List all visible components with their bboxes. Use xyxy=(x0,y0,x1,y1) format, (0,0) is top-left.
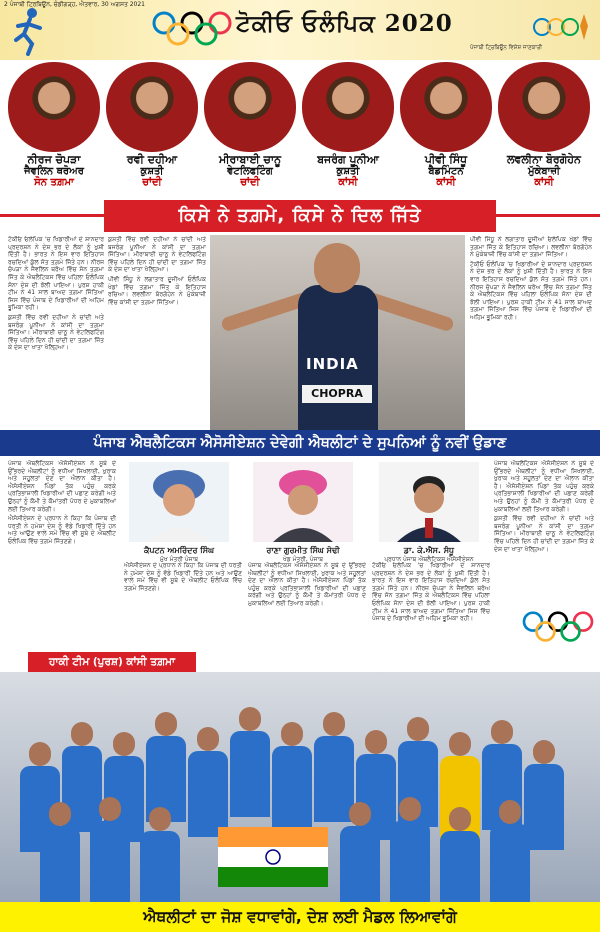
official-name: ਕੈਪਟਨ ਅਮਰਿੰਦਰ ਸਿੰਘ xyxy=(143,546,215,555)
medalist-name: ਰਵੀ ਦਹੀਆ xyxy=(126,153,178,166)
jersey-text: INDIA xyxy=(306,355,359,373)
article-column: ਪੰਜਾਬ ਐਥਲੈਟਿਕਸ ਐਸੋਸੀਏਸ਼ਨ ਨੇ ਸੂਬੇ ਦੇ ਉੱਭਰਦੇ ਐਥਲੀਟਾਂ ਨੂੰ ਵਧੀਆ ਸਿਖਲਾਈ, ਖੁਰਾਕ ਅਤੇ ਸਹੂਲਤਾਂ ਦੇਣ ਦਾ ਐਲਾਨ ਕੀਤਾ ਹੈ। ਐਸੋਸੀਏਸ਼ਨ ਪਿੰਡਾਂ ਤੱਕ ਪਹੁੰਚ ਕਰਕੇ ਪ੍ਰਤਿਭਾਸ਼ਾਲੀ ਖਿਡਾਰੀਆਂ ਦੀ ਪਛਾਣ ਕਰੇਗੀ ਅਤੇ ਉਨ੍ਹਾਂ ਨੂੰ ਕੌਮੀ ਤੇ ਕੌਮਾਂਤਰੀ ਪੱਧਰ ਦੇ ਮੁਕਾਬਲਿਆਂ ਲਈ ਤਿਆਰ ਕਰੇਗੀ। xyxy=(248,562,366,607)
article-column: ਕੁਸ਼ਤੀ ਵਿੱਚ ਰਵੀ ਦਹੀਆ ਨੇ ਚਾਂਦੀ ਅਤੇ ਬਜਰੰਗ ਪੂਨੀਆ ਨੇ ਕਾਂਸੀ ਦਾ ਤਗ਼ਮਾ ਜਿੱਤਿਆ। ਮੀਰਾਬਾਈ ਚਾਨੂ ਨੇ ਵੇਟਲਿਫਟਿੰਗ ਵਿੱਚ ਪਹਿਲੇ ਦਿਨ ਹੀ ਚਾਂਦੀ ਦਾ ਤਗ਼ਮਾ ਜਿੱਤ ਕੇ ਦੇਸ਼ ਦਾ ਖਾਤਾ ਖੋਲ੍ਹਿਆ। ਪੀਵੀ ਸਿੰਧੂ ਨੇ ਲਗਾਤਾਰ ਦੂਜੀਆਂ ਓਲੰਪਿਕ ਖੇਡਾਂ ਵਿੱਚ ਤਗ਼ਮਾ ਜਿੱਤ ਕੇ ਇਤਿਹਾਸ ਰਚਿਆ। ਲਵਲੀਨਾ ਬੋਰਗੋਹੇਨ ਨੇ ਮੁੱਕੇਬਾਜ਼ੀ ਵਿੱਚ ਕਾਂਸੀ ਦਾ ਤਗ਼ਮਾ ਜਿੱਤਿਆ। xyxy=(108,236,206,306)
medalist-event: ਬੈਡਮਿੰਟਨ xyxy=(428,166,464,177)
medalist-card xyxy=(8,62,100,188)
olympic-rings-icon xyxy=(520,610,596,644)
medalist-event: ਮੁੱਕੇਬਾਜ਼ੀ xyxy=(527,166,561,177)
medalist-medal: ਕਾਂਸੀ xyxy=(338,177,358,188)
medalist-card xyxy=(498,62,590,188)
article-column: ਐਸੋਸੀਏਸ਼ਨ ਦੇ ਪ੍ਰਧਾਨ ਨੇ ਕਿਹਾ ਕਿ ਪੰਜਾਬ ਦੀ ਧਰਤੀ ਨੇ ਹਮੇਸ਼ਾ ਦੇਸ਼ ਨੂੰ ਵੱਡੇ ਖਿਡਾਰੀ ਦਿੱਤੇ ਹਨ ਅਤੇ ਆਉਣ ਵਾਲੇ ਸਮੇਂ ਵਿੱਚ ਵੀ ਸੂਬੇ ਦੇ ਐਥਲੀਟ ਓਲੰਪਿਕ ਵਿੱਚ ਤਗ਼ਮੇ ਜਿੱਤਣਗੇ। xyxy=(124,562,242,592)
medalist-medal: ਚਾਂਦੀ xyxy=(240,177,260,188)
article-column: ਪੰਜਾਬ ਐਥਲੈਟਿਕਸ ਐਸੋਸੀਏਸ਼ਨ ਨੇ ਸੂਬੇ ਦੇ ਉੱਭਰਦੇ ਐਥਲੀਟਾਂ ਨੂੰ ਵਧੀਆ ਸਿਖਲਾਈ, ਖੁਰਾਕ ਅਤੇ ਸਹੂਲਤਾਂ ਦੇਣ ਦਾ ਐਲਾਨ ਕੀਤਾ ਹੈ। ਐਸੋਸੀਏਸ਼ਨ ਪਿੰਡਾਂ ਤੱਕ ਪਹੁੰਚ ਕਰਕੇ ਪ੍ਰਤਿਭਾਸ਼ਾਲੀ ਖਿਡਾਰੀਆਂ ਦੀ ਪਛਾਣ ਕਰੇਗੀ ਅਤੇ ਉਨ੍ਹਾਂ ਨੂੰ ਕੌਮੀ ਤੇ ਕੌਮਾਂਤਰੀ ਪੱਧਰ ਦੇ ਮੁਕਾਬਲਿਆਂ ਲਈ ਤਿਆਰ ਕਰੇਗੀ। ਐਸੋਸੀਏਸ਼ਨ ਦੇ ਪ੍ਰਧਾਨ ਨੇ ਕਿਹਾ ਕਿ ਪੰਜਾਬ ਦੀ ਧਰਤੀ ਨੇ ਹਮੇਸ਼ਾ ਦੇਸ਼ ਨੂੰ ਵੱਡੇ ਖਿਡਾਰੀ ਦਿੱਤੇ ਹਨ ਅਤੇ ਆਉਣ ਵਾਲੇ ਸਮੇਂ ਵਿੱਚ ਵੀ ਸੂਬੇ ਦੇ ਐਥਲੀਟ ਓਲੰਪਿਕ ਵਿੱਚ ਤਗ਼ਮੇ ਜਿੱਤਣਗੇ। xyxy=(8,460,116,545)
official-role: ਪ੍ਰਧਾਨ ਪੰਜਾਬ ਐਥਲੈਟਿਕਸ ਐਸੋਸੀਏਸ਼ਨ xyxy=(384,556,474,563)
india-flag-icon xyxy=(218,827,328,887)
torch-logo-icon xyxy=(532,10,594,44)
page-title: ਟੋਕੀਓ ਓਲੰਪਿਕ 2020 xyxy=(236,10,453,37)
medalist-event: ਜੈਵਲਿਨ ਥਰੋਅਰ xyxy=(24,166,84,177)
medalist-medal: ਕਾਂਸੀ xyxy=(534,177,554,188)
official-portrait xyxy=(129,462,229,542)
article-column: ਪੀਵੀ ਸਿੰਧੂ ਨੇ ਲਗਾਤਾਰ ਦੂਜੀਆਂ ਓਲੰਪਿਕ ਖੇਡਾਂ ਵਿੱਚ ਤਗ਼ਮਾ ਜਿੱਤ ਕੇ ਇਤਿਹਾਸ ਰਚਿਆ। ਲਵਲੀਨਾ ਬੋਰਗੋਹੇਨ ਨੇ ਮੁੱਕੇਬਾਜ਼ੀ ਵਿੱਚ ਕਾਂਸੀ ਦਾ ਤਗ਼ਮਾ ਜਿੱਤਿਆ। ਟੋਕੀਓ ਓਲੰਪਿਕ 'ਚ ਖਿਡਾਰੀਆਂ ਦੇ ਸ਼ਾਨਦਾਰ ਪ੍ਰਦਰਸ਼ਨ ਨੇ ਦੇਸ਼ ਭਰ ਦੇ ਲੋਕਾਂ ਨੂੰ ਖੁਸ਼ੀ ਦਿੱਤੀ ਹੈ। ਭਾਰਤ ਨੇ ਇਸ ਵਾਰ ਇਤਿਹਾਸ ਰਚਦਿਆਂ ਕੁੱਲ ਸੱਤ ਤਗ਼ਮੇ ਜਿੱਤੇ ਹਨ। ਨੀਰਜ ਚੋਪੜਾ ਨੇ ਜੈਵਲਿਨ ਥਰੋਅ ਵਿੱਚ ਸੋਨ ਤਗ਼ਮਾ ਜਿੱਤ ਕੇ ਐਥਲੈਟਿਕਸ ਵਿੱਚ ਪਹਿਲਾ ਓਲੰਪਿਕ ਸੋਨਾ ਦੇਸ਼ ਦੀ ਝੋਲੀ ਪਾਇਆ। ਪੁਰਸ਼ ਹਾਕੀ ਟੀਮ ਨੇ 41 ਸਾਲ ਬਾਅਦ ਤਗ਼ਮਾ ਜਿੱਤਿਆ ਜਿਸ ਵਿੱਚ ਪੰਜਾਬ ਦੇ ਖਿਡਾਰੀਆਂ ਦੀ ਅਹਿਮ ਭੂਮਿਕਾ ਰਹੀ। xyxy=(470,236,592,321)
official-card xyxy=(248,462,358,564)
medalist-name: ਪੀਵੀ ਸਿੰਧੂ xyxy=(424,153,468,166)
header-tagline: ਪੰਜਾਬੀ ਟ੍ਰਿਬਿਊਨ ਵਿਸ਼ੇਸ਼ ਜਾਣਕਾਰੀ xyxy=(470,45,543,51)
official-role: ਮੁੱਖ ਮੰਤਰੀ ਪੰਜਾਬ xyxy=(159,556,199,563)
medalist-medal: ਸੋਨ ਤਗ਼ਮਾ xyxy=(34,177,74,188)
medalist-photo xyxy=(400,62,492,152)
olympic-rings-icon xyxy=(150,10,234,48)
official-name: ਡਾ. ਕੇ.ਐਸ. ਸੰਧੂ xyxy=(403,546,455,555)
official-card xyxy=(370,462,488,564)
article-column: ਟੋਕੀਓ ਓਲੰਪਿਕ 'ਚ ਖਿਡਾਰੀਆਂ ਦੇ ਸ਼ਾਨਦਾਰ ਪ੍ਰਦਰਸ਼ਨ ਨੇ ਦੇਸ਼ ਭਰ ਦੇ ਲੋਕਾਂ ਨੂੰ ਖੁਸ਼ੀ ਦਿੱਤੀ ਹੈ। ਭਾਰਤ ਨੇ ਇਸ ਵਾਰ ਇਤਿਹਾਸ ਰਚਦਿਆਂ ਕੁੱਲ ਸੱਤ ਤਗ਼ਮੇ ਜਿੱਤੇ ਹਨ। ਨੀਰਜ ਚੋਪੜਾ ਨੇ ਜੈਵਲਿਨ ਥਰੋਅ ਵਿੱਚ ਸੋਨ ਤਗ਼ਮਾ ਜਿੱਤ ਕੇ ਐਥਲੈਟਿਕਸ ਵਿੱਚ ਪਹਿਲਾ ਓਲੰਪਿਕ ਸੋਨਾ ਦੇਸ਼ ਦੀ ਝੋਲੀ ਪਾਇਆ। ਪੁਰਸ਼ ਹਾਕੀ ਟੀਮ ਨੇ 41 ਸਾਲ ਬਾਅਦ ਤਗ਼ਮਾ ਜਿੱਤਿਆ ਜਿਸ ਵਿੱਚ ਪੰਜਾਬ ਦੇ ਖਿਡਾਰੀਆਂ ਦੀ ਅਹਿਮ ਭੂਮਿਕਾ ਰਹੀ। xyxy=(372,562,490,623)
hockey-caption: ਹਾਕੀ ਟੀਮ (ਪੁਰਸ਼) ਕਾਂਸੀ ਤਗ਼ਮਾ xyxy=(28,652,196,672)
official-portrait xyxy=(379,462,479,542)
medalist-photo xyxy=(302,62,394,152)
medalist-name: ਮੀਰਾਬਾਈ ਚਾਨੂ xyxy=(219,153,281,166)
headline-athletics-association: ਪੰਜਾਬ ਐਥਲੈਟਿਕਸ ਐਸੋਸੀਏਸ਼ਨ ਦੇਵੇਗੀ ਐਥਲੀਟਾਂ ਦੇ ਸੁਪਨਿਆਂ ਨੂੰ ਨਵੀਂ ਉਡਾਣ xyxy=(0,430,600,456)
medalist-card xyxy=(400,62,492,188)
medalist-photo xyxy=(8,62,100,152)
footer-rings-strip xyxy=(0,932,600,942)
medalist-event: ਕੁਸ਼ਤੀ xyxy=(140,166,164,177)
official-portrait xyxy=(253,462,353,542)
medalist-medal: ਚਾਂਦੀ xyxy=(142,177,162,188)
article-column: ਟੋਕੀਓ ਓਲੰਪਿਕ 'ਚ ਖਿਡਾਰੀਆਂ ਦੇ ਸ਼ਾਨਦਾਰ ਪ੍ਰਦਰਸ਼ਨ ਨੇ ਦੇਸ਼ ਭਰ ਦੇ ਲੋਕਾਂ ਨੂੰ ਖੁਸ਼ੀ ਦਿੱਤੀ ਹੈ। ਭਾਰਤ ਨੇ ਇਸ ਵਾਰ ਇਤਿਹਾਸ ਰਚਦਿਆਂ ਕੁੱਲ ਸੱਤ ਤਗ਼ਮੇ ਜਿੱਤੇ ਹਨ। ਨੀਰਜ ਚੋਪੜਾ ਨੇ ਜੈਵਲਿਨ ਥਰੋਅ ਵਿੱਚ ਸੋਨ ਤਗ਼ਮਾ ਜਿੱਤ ਕੇ ਐਥਲੈਟਿਕਸ ਵਿੱਚ ਪਹਿਲਾ ਓਲੰਪਿਕ ਸੋਨਾ ਦੇਸ਼ ਦੀ ਝੋਲੀ ਪਾਇਆ। ਪੁਰਸ਼ ਹਾਕੀ ਟੀਮ ਨੇ 41 ਸਾਲ ਬਾਅਦ ਤਗ਼ਮਾ ਜਿੱਤਿਆ ਜਿਸ ਵਿੱਚ ਪੰਜਾਬ ਦੇ ਖਿਡਾਰੀਆਂ ਦੀ ਅਹਿਮ ਭੂਮਿਕਾ ਰਹੀ। ਕੁਸ਼ਤੀ ਵਿੱਚ ਰਵੀ ਦਹੀਆ ਨੇ ਚਾਂਦੀ ਅਤੇ ਬਜਰੰਗ ਪੂਨੀਆ ਨੇ ਕਾਂਸੀ ਦਾ ਤਗ਼ਮਾ ਜਿੱਤਿਆ। ਮੀਰਾਬਾਈ ਚਾਨੂ ਨੇ ਵੇਟਲਿਫਟਿੰਗ ਵਿੱਚ ਪਹਿਲੇ ਦਿਨ ਹੀ ਚਾਂਦੀ ਦਾ ਤਗ਼ਮਾ ਜਿੱਤ ਕੇ ਦੇਸ਼ ਦਾ ਖਾਤਾ ਖੋਲ੍ਹਿਆ। xyxy=(8,236,104,352)
medalist-photo xyxy=(106,62,198,152)
medalist-name: ਲਵਲੀਨਾ ਬੋਰਗੋਹੇਨ xyxy=(507,153,581,166)
article-column: ਪੰਜਾਬ ਐਥਲੈਟਿਕਸ ਐਸੋਸੀਏਸ਼ਨ ਨੇ ਸੂਬੇ ਦੇ ਉੱਭਰਦੇ ਐਥਲੀਟਾਂ ਨੂੰ ਵਧੀਆ ਸਿਖਲਾਈ, ਖੁਰਾਕ ਅਤੇ ਸਹੂਲਤਾਂ ਦੇਣ ਦਾ ਐਲਾਨ ਕੀਤਾ ਹੈ। ਐਸੋਸੀਏਸ਼ਨ ਪਿੰਡਾਂ ਤੱਕ ਪਹੁੰਚ ਕਰਕੇ ਪ੍ਰਤਿਭਾਸ਼ਾਲੀ ਖਿਡਾਰੀਆਂ ਦੀ ਪਛਾਣ ਕਰੇਗੀ ਅਤੇ ਉਨ੍ਹਾਂ ਨੂੰ ਕੌਮੀ ਤੇ ਕੌਮਾਂਤਰੀ ਪੱਧਰ ਦੇ ਮੁਕਾਬਲਿਆਂ ਲਈ ਤਿਆਰ ਕਰੇਗੀ। ਕੁਸ਼ਤੀ ਵਿੱਚ ਰਵੀ ਦਹੀਆ ਨੇ ਚਾਂਦੀ ਅਤੇ ਬਜਰੰਗ ਪੂਨੀਆ ਨੇ ਕਾਂਸੀ ਦਾ ਤਗ਼ਮਾ ਜਿੱਤਿਆ। ਮੀਰਾਬਾਈ ਚਾਨੂ ਨੇ ਵੇਟਲਿਫਟਿੰਗ ਵਿੱਚ ਪਹਿਲੇ ਦਿਨ ਹੀ ਚਾਂਦੀ ਦਾ ਤਗ਼ਮਾ ਜਿੱਤ ਕੇ ਦੇਸ਼ ਦਾ ਖਾਤਾ ਖੋਲ੍ਹਿਆ। xyxy=(494,460,594,553)
neeraj-chopra-photo xyxy=(210,235,465,440)
medalist-event: ਕੁਸ਼ਤੀ xyxy=(336,166,360,177)
medalist-card xyxy=(106,62,198,188)
medalist-card xyxy=(302,62,394,188)
runner-icon xyxy=(10,6,50,56)
headline-medals-hearts: ਕਿਸੇ ਨੇ ਤਗ਼ਮੇ, ਕਿਸੇ ਨੇ ਦਿਲ ਜਿੱਤੇ xyxy=(104,200,496,232)
medalist-photo xyxy=(498,62,590,152)
official-card xyxy=(124,462,234,564)
bib-text: CHOPRA xyxy=(302,385,372,403)
footer-slogan: ਐਥਲੀਟਾਂ ਦਾ ਜੋਸ਼ ਵਧਾਵਾਂਗੇ, ਦੇਸ਼ ਲਈ ਮੈਡਲ ਲਿਆਵਾਂਗੇ xyxy=(0,902,600,932)
medalist-medal: ਕਾਂਸੀ xyxy=(436,177,456,188)
medalist-name: ਬਜਰੰਗ ਪੂਨੀਆ xyxy=(317,153,379,166)
medalist-photo xyxy=(204,62,296,152)
medalist-card xyxy=(204,62,296,188)
medalist-name: ਨੀਰਜ ਚੋਪੜਾ xyxy=(27,153,81,166)
official-name: ਰਾਣਾ ਗੁਰਮੀਤ ਸਿੰਘ ਸੋਢੀ xyxy=(266,546,340,555)
hockey-team-photo xyxy=(0,672,600,902)
official-role: ਖੇਡ ਮੰਤਰੀ, ਪੰਜਾਬ xyxy=(283,556,323,563)
page-folio: 2 ਪੰਜਾਬੀ ਟ੍ਰਿਬਿਊਨ, ਚੰਡੀਗੜ੍ਹ, ਐਤਵਾਰ, 30 ਅਗਸਤ 2021 xyxy=(4,1,145,8)
medalist-event: ਵੇਟਲਿਫਟਿੰਗ xyxy=(227,166,273,177)
